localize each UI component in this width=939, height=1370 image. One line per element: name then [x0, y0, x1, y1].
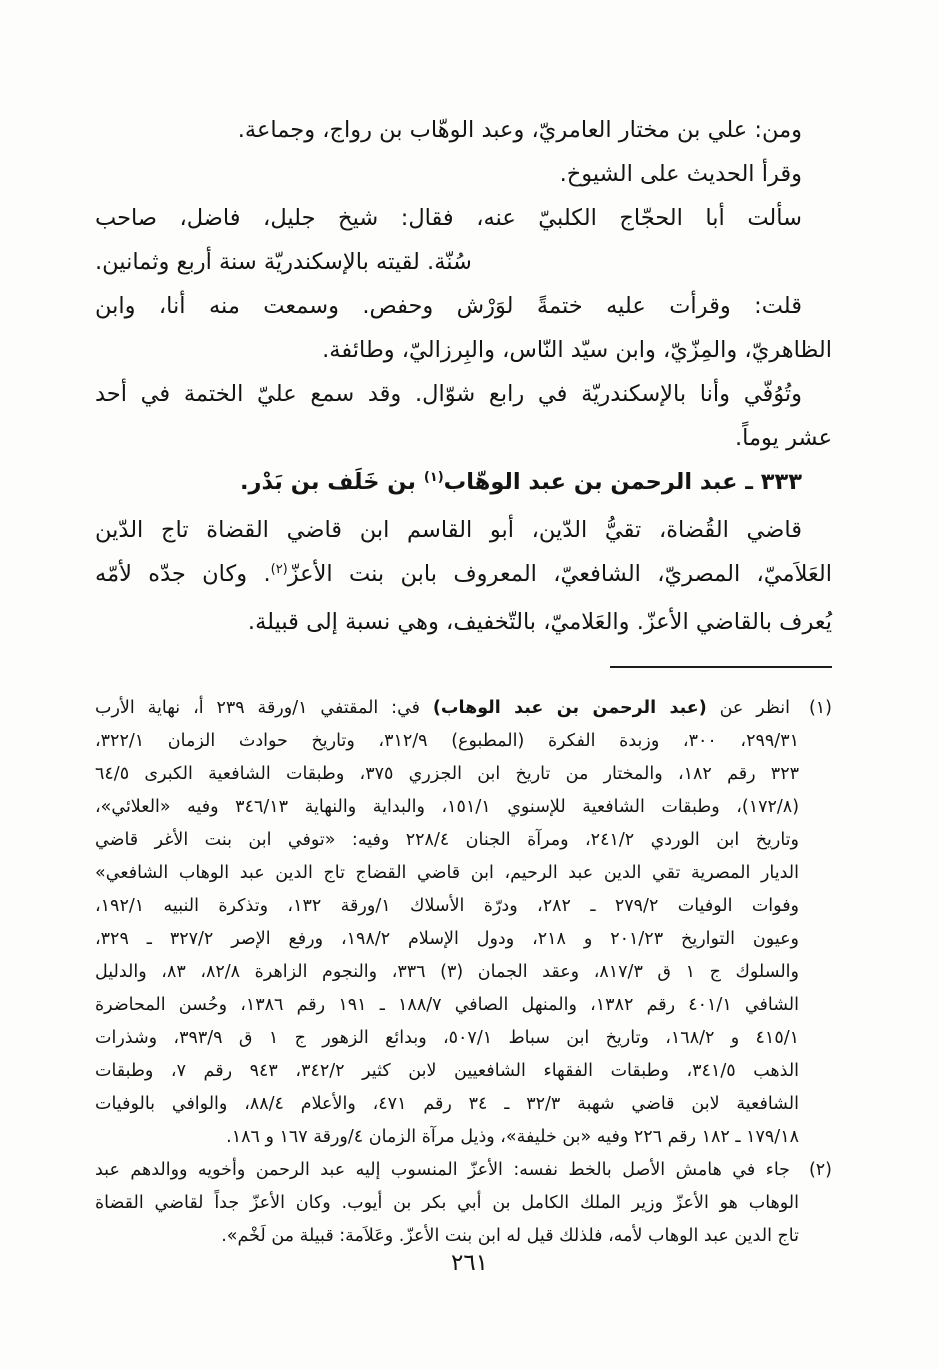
footnote-line: ٢٩٩/٣١، ٣٠٠، وزبدة الفكرة (المطبوع) ٣١٢/٩، وتاريخ حوادث الزمان ٣٢٢/١، — [95, 731, 799, 751]
footnote-number: (١) — [808, 698, 832, 718]
referenced-name: (عبد الرحمن بن عبد الوهاب) — [432, 698, 707, 718]
text-segment: العَلاَميّ، المصريّ، الشافعيّ، المعروف بابن بنت الأعزّ — [287, 561, 832, 587]
footnote-line: وفوات الوفيات ٢٧٩/٢ ـ ٢٨٢، ودرّة الأسلاك ١/ورقة ١٣٢، وتذكرة النبيه ١٩٢/١، — [95, 896, 800, 916]
entry-heading — [95, 460, 832, 508]
footnote-line: ٤١٥/١ و ١٦٨/٢، وتاريخ ابن سباط ٥٠٧/١، وبدائع الزهور ج ١ ق ٣٩٣/٩، وشذرات — [95, 1028, 800, 1048]
text-line: يُعرف بالقاضي الأعزّ. والعَلاميّ، بالتّخفيف، وهي نسبة إلى قبيلة. — [247, 609, 832, 635]
text-block — [95, 108, 832, 1253]
footnote-text: جاء في هامش الأصل بالخط نفسه: الأعزّ المنسوب إليه عبد الرحمن وأخويه ووالدهم عبد — [95, 1160, 790, 1180]
footnote-line: الشافي ٤٠١/١ رقم ١٣٨٢، والمنهل الصافي ١٨٨/٧ ـ ١٩١ رقم ١٣٨٦، وحُسن المحاضرة — [95, 995, 799, 1015]
footnote-ref-1: (١) — [423, 470, 444, 485]
text-line: قلت: وقرأت عليه ختمةً لوَرْش وحفص. وسمعت منه أنا، وابن — [95, 293, 802, 319]
footnotes-section — [95, 692, 832, 1253]
footnote-number: (٢) — [808, 1160, 832, 1180]
text-line: وتُوُفّي وأنا بالإسكندريّة في رابع شوّال. وقد سمع عليّ الختمة في أحد — [95, 381, 802, 407]
text-line: وقرأ الحديث على الشيوخ. — [559, 161, 802, 187]
text-line: الظاهريّ، والمِزّيّ، وابن سيّد النّاس، والبِرزاليّ، وطائفة. — [322, 337, 832, 363]
footnote-1 — [95, 692, 832, 1154]
footnote-ref-2: (٢) — [270, 562, 288, 577]
main-text — [95, 108, 832, 644]
page-number: ٢٦١ — [450, 1250, 489, 1276]
text-segment: . وكان جدّه لأمّه — [95, 561, 271, 587]
text-line: ومن: علي بن مختار العامريّ، وعبد الوهّاب بن رواج، وجماعة. — [237, 117, 802, 143]
footnote-line — [95, 1154, 832, 1187]
text-line: سألت أبا الحجّاج الكلبيّ عنه، فقال: شيخ جليل، فاضل، صاحب — [95, 205, 802, 231]
text-segment: في: المقتفي ١/ورقة ٢٣٩ أ، نهاية الأرب — [95, 698, 433, 718]
footnote-line: الديار المصرية تقي الدين عبد الرحيم، ابن قاضي القضاج تاج الدين عبد الوهاب الشافعي» — [95, 863, 799, 883]
footnote-line — [95, 692, 832, 725]
entry-heading-text: بن خَلَف بن بَدْر. — [239, 469, 416, 495]
footnote-line: الشافعية لابن قاضي شهبة ٣٢/٣ ـ ٣٤ رقم ٤٧١، والأعلام ٨٨/٤، والوافي بالوفيات — [95, 1094, 799, 1114]
footnote-line: تاج الدين عبد الوهاب لأمه، فلذلك قيل له ابن بنت الأعزّ. وعَلاَمة: قبيلة من لَخْم». — [221, 1226, 799, 1246]
text-line: سُنّة. لقيته بالإسكندريّة سنة أربع وثمانين. — [95, 249, 472, 275]
text-line: عشر يوماً. — [734, 425, 832, 451]
text-line: قاضي القُضاة، تقيُّ الدّين، أبو القاسم ابن قاضي القضاة تاج الدّين — [95, 517, 802, 543]
footnote-line: (١٧٢/٨)، وطبقات الشافعية للإسنوي ١٥١/١، والبداية والنهاية ٣٤٦/١٣ وفيه «العلائي»، — [95, 797, 800, 817]
footnote-2 — [95, 1154, 832, 1253]
footnote-text — [95, 692, 790, 725]
footnote-line: وعيون التواريخ ٢٠١/٢٣ و ٢١٨، ودول الإسلام ١٩٨/٢، ورفع الإصر ٣٢٧/٢ ـ ٣٢٩، — [95, 929, 799, 949]
footnote-line: والسلوك ج ١ ق ٨١٧/٣، وعقد الجمان (٣) ٣٣٦، والنجوم الزاهرة ٨٢/٨، ٨٣، والدليل — [95, 962, 799, 982]
entry-heading-text: ٣٣٣ ـ عبد الرحمن بن عبد الوهّاب — [443, 469, 802, 495]
footnote-line: ٣٢٣ رقم ١٨٢، والمختار من تاريخ ابن الجزري ٣٧٥، وطبقات الشافعية الكبرى ٦٤/٥ — [95, 764, 799, 784]
footnote-line: الوهاب هو الأعزّ وزير الملك الكامل بن أبي بكر بن أيوب. وكان الأعزّ جداً لقاضي القضاة — [95, 1193, 799, 1213]
footnote-line: الذهب ٣٤١/٥، وطبقات الفقهاء الشافعيين لابن كثير ٣٤٢/٢، ٩٤٣ رقم ٧، وطبقات — [95, 1061, 800, 1081]
footnote-line: ١٧٩/١٨ ـ ١٨٢ رقم ٢٢٦ وفيه «بن خليفة»، وذيل مرآة الزمان ٤/ورقة ١٦٧ و ١٨٦. — [226, 1127, 799, 1147]
footnote-divider — [610, 666, 832, 668]
footnote-line: وتاريخ ابن الوردي ٢٤١/٢، ومرآة الجنان ٢٢٨/٤ وفيه: «توفي ابن بنت الأغر قاضي — [95, 830, 799, 850]
text-line — [95, 552, 832, 600]
text-segment: انظر عن — [706, 698, 791, 718]
